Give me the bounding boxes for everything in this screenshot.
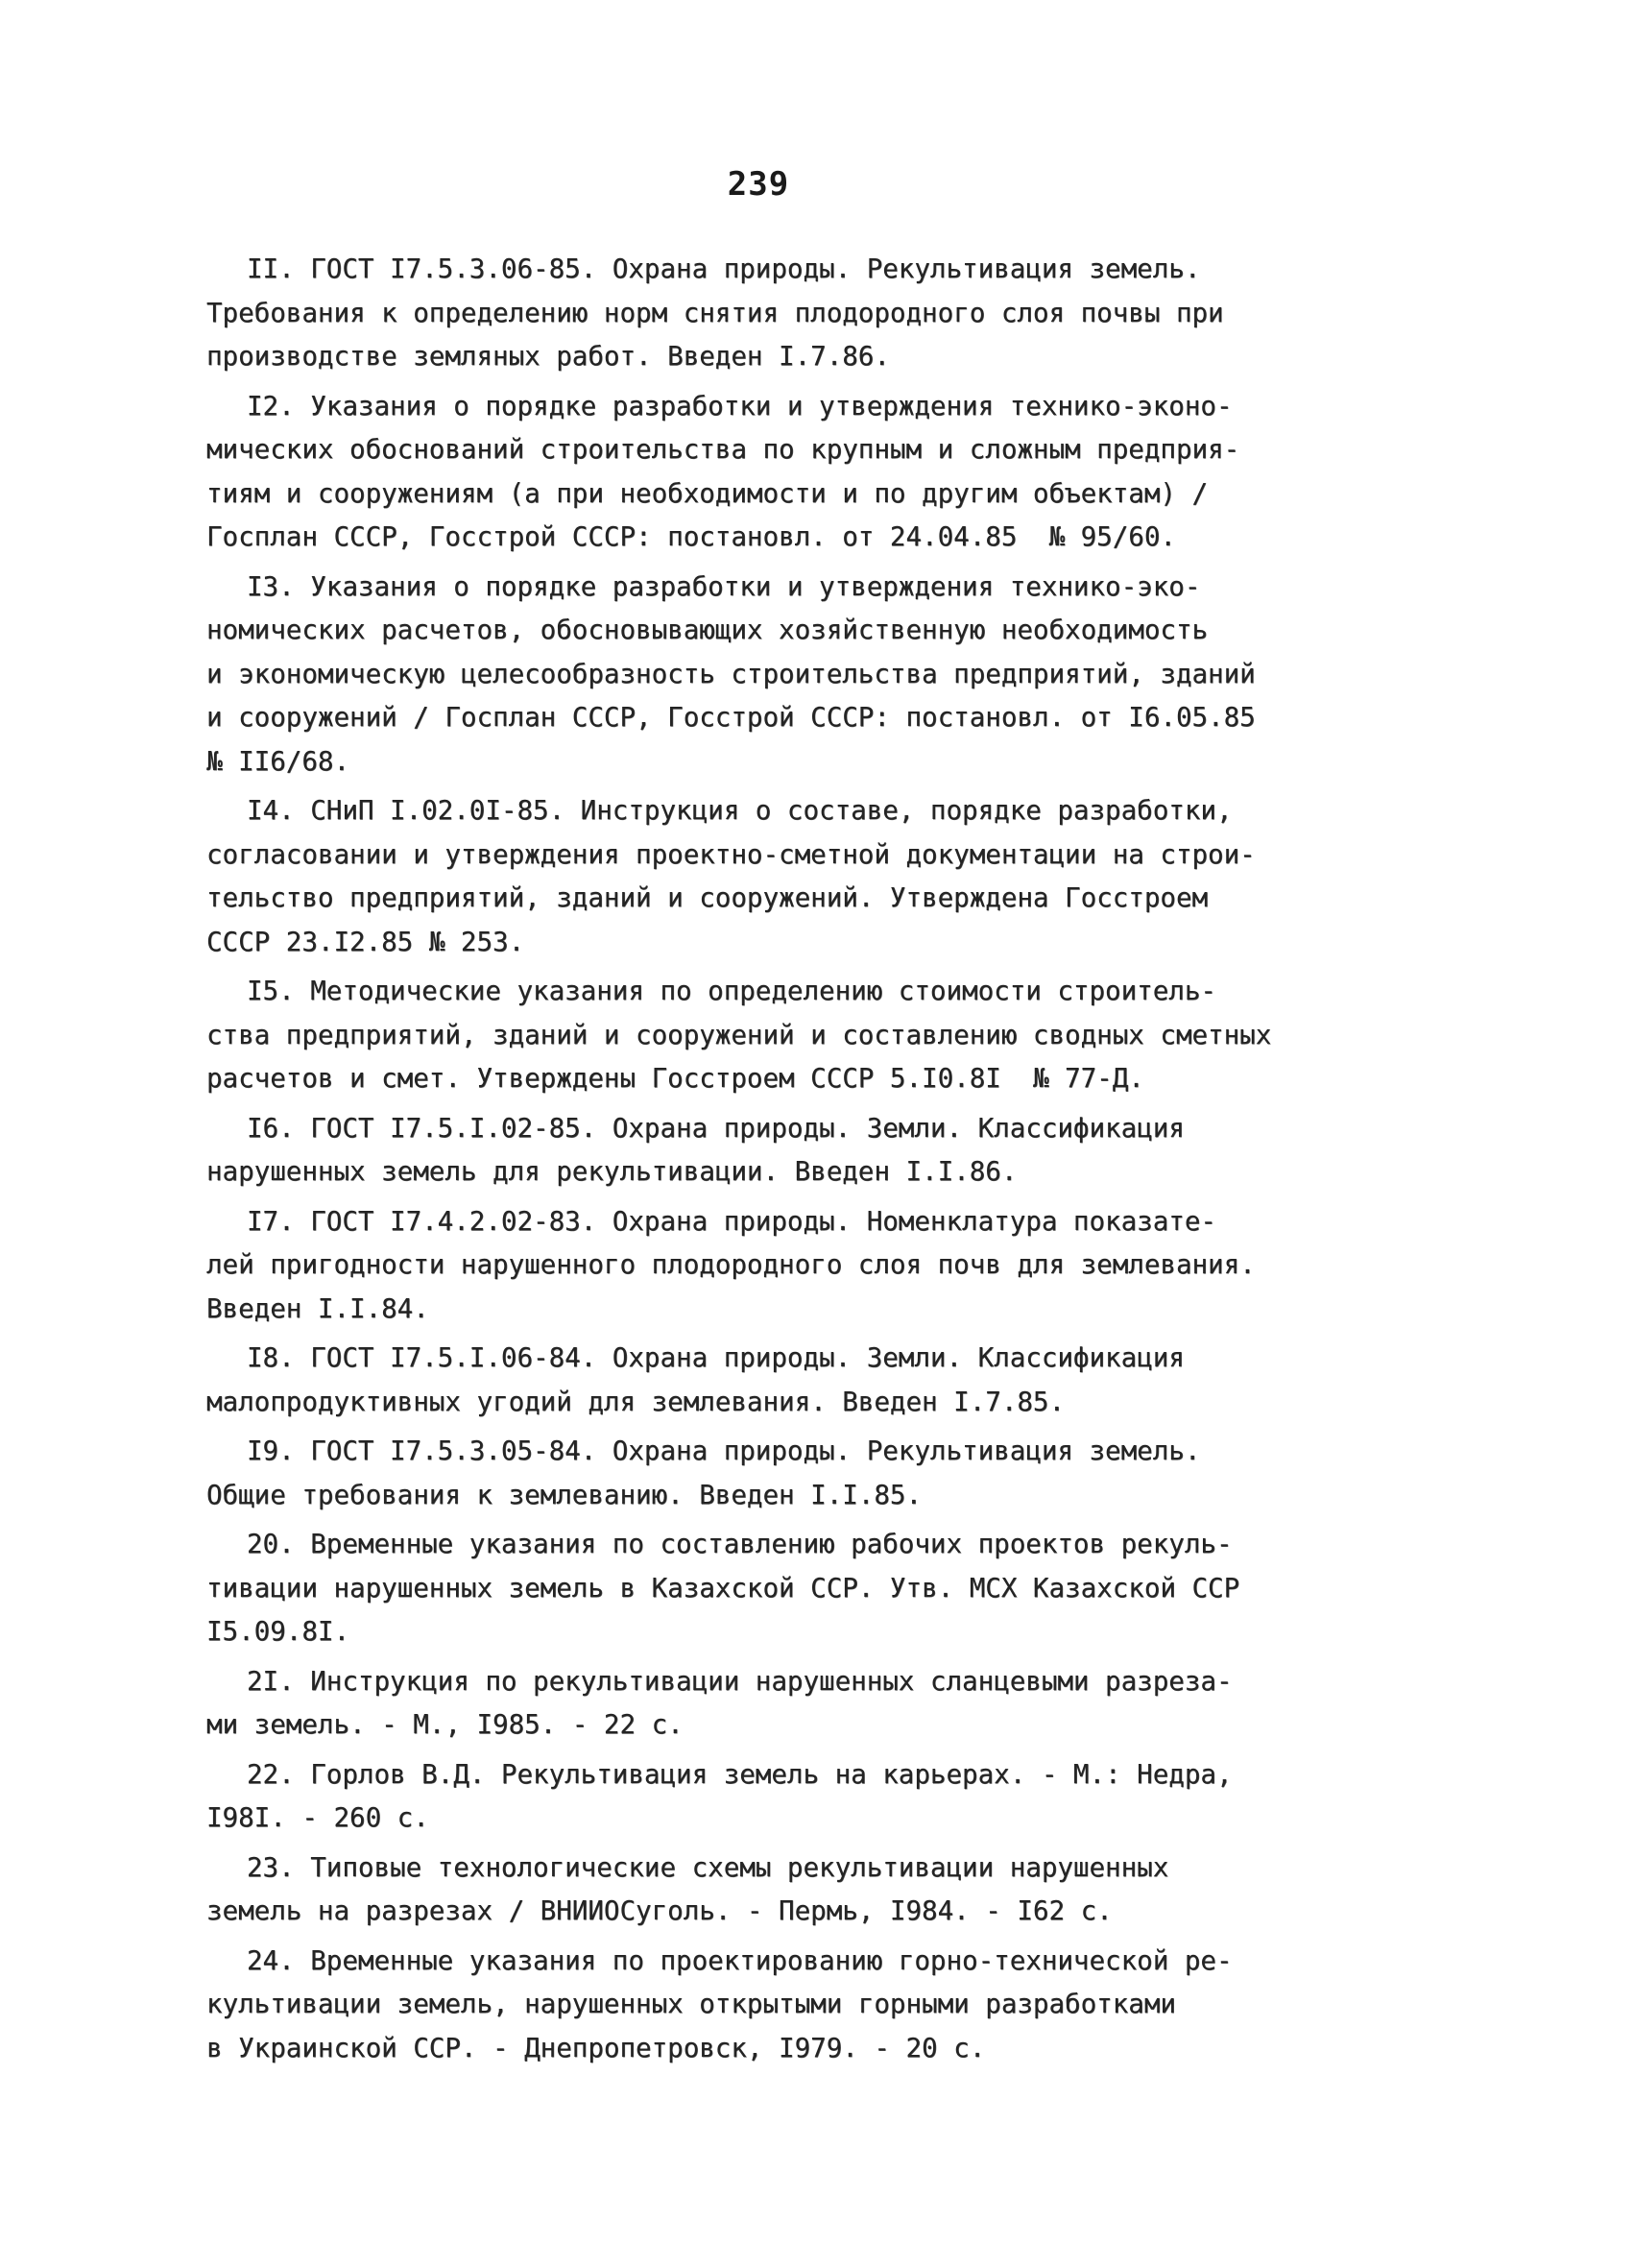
reference-line: и экономическую целесообразность строительства предприятий, зданий	[206, 658, 1256, 689]
reference-line: № II6/68.	[206, 745, 350, 777]
reference-line: I3. Указания о порядке разработки и утверждения технико-эко-	[247, 570, 1201, 602]
reference-entry	[206, 566, 1440, 784]
reference-entry	[206, 970, 1440, 1101]
reference-line: тиям и сооружениям (а при необходимости и по другим объектам) /	[206, 477, 1209, 509]
reference-entry	[206, 789, 1440, 964]
reference-line: I6. ГОСТ I7.5.I.02-85. Охрана природы. Земли. Классификация	[247, 1112, 1185, 1144]
reference-line: I5.09.8I.	[206, 1616, 350, 1647]
reference-line: культивации земель, нарушенных открытыми горными разработками	[206, 1989, 1176, 2019]
reference-line: I98I. - 260 с.	[206, 1802, 429, 1833]
reference-line: земель на разрезах / ВНИИОСуголь. - Пермь, I984. - I62 с.	[206, 1895, 1113, 1926]
reference-line: мических обоснований строительства по крупным и сложным предприя-	[206, 434, 1240, 465]
reference-line: I9. ГОСТ I7.5.3.05-84. Охрана природы. Рекультивация земель.	[247, 1436, 1201, 1466]
reference-line: ми земель. - М., I985. - 22 с.	[206, 1709, 684, 1740]
reference-line: I7. ГОСТ I7.4.2.02-83. Охрана природы. Номенклатура показате-	[247, 1205, 1216, 1237]
reference-line: малопродуктивных угодий для землевания. Введен I.7.85.	[206, 1386, 1066, 1417]
reference-entry	[206, 1940, 1440, 2071]
reference-line: 2I. Инструкция по рекультивации нарушенных сланцевыми разреза-	[247, 1665, 1233, 1697]
reference-line: I5. Методические указания по определению стоимости строитель-	[247, 976, 1216, 1006]
reference-line: номических расчетов, обосновывающих хозяйственную необходимость	[206, 615, 1209, 645]
reference-line: 22. Горлов В.Д. Рекультивация земель на карьерах. - М.: Недра,	[247, 1758, 1233, 1790]
reference-line: лей пригодности нарушенного плодородного слоя почв для землевания.	[206, 1249, 1256, 1280]
reference-entry	[206, 1107, 1440, 1194]
page-number: 239	[727, 165, 790, 204]
reference-list	[206, 248, 1440, 2076]
reference-entry	[206, 248, 1440, 379]
reference-entry	[206, 1523, 1440, 1654]
reference-line: и сооружений / Госплан СССР, Госстрой СССР: постановл. от I6.05.85	[206, 702, 1256, 733]
reference-line: I2. Указания о порядке разработки и утверждения технико-эконо-	[247, 390, 1233, 422]
reference-line: Требования к определению норм снятия плодородного слоя почвы при	[206, 297, 1224, 328]
reference-entry	[206, 1337, 1440, 1424]
reference-line: I8. ГОСТ I7.5.I.06-84. Охрана природы. Земли. Классификация	[247, 1342, 1185, 1373]
reference-line: Введен I.I.84.	[206, 1292, 429, 1324]
reference-line: Госплан СССР, Госстрой СССР: постановл. от 24.04.85 № 95/60.	[206, 521, 1176, 552]
reference-line: тельство предприятий, зданий и сооружений. Утверждена Госстроем	[206, 882, 1209, 913]
reference-line: 24. Временные указания по проектированию горно-технической ре-	[247, 1944, 1233, 1976]
reference-line: 23. Типовые технологические схемы рекультивации нарушенных	[247, 1851, 1169, 1883]
reference-line: СССР 23.I2.85 № 253.	[206, 926, 525, 957]
reference-line: II. ГОСТ I7.5.3.06-85. Охрана природы. Рекультивация земель.	[247, 253, 1201, 284]
reference-line: Общие требования к землеванию. Введен I.I.85.	[206, 1479, 923, 1510]
reference-entry	[206, 1200, 1440, 1332]
reference-entry	[206, 1846, 1440, 1934]
reference-line: I4. СНиП I.02.0I-85. Инструкция о составе, порядке разработки,	[247, 795, 1233, 826]
reference-entry	[206, 1660, 1440, 1748]
reference-line: расчетов и смет. Утверждены Госстроем СССР 5.I0.8I № 77-Д.	[206, 1063, 1144, 1094]
reference-line: производстве земляных работ. Введен I.7.86.	[206, 341, 890, 372]
reference-line: в Украинской ССР. - Днепропетровск, I979. - 20 с.	[206, 2032, 986, 2063]
reference-line: тивации нарушенных земель в Казахской ССР. Утв. МСХ Казахской ССР	[206, 1572, 1240, 1604]
reference-entry	[206, 1753, 1440, 1841]
reference-line: нарушенных земель для рекультивации. Введен I.I.86.	[206, 1156, 1018, 1187]
reference-line: ства предприятий, зданий и сооружений и составлению сводных сметных	[206, 1019, 1272, 1050]
reference-line: 20. Временные указания по составлению рабочих проектов рекуль-	[247, 1529, 1233, 1559]
reference-line: согласовании и утверждения проектно-сметной документации на строи-	[206, 838, 1256, 870]
reference-entry	[206, 1430, 1440, 1517]
reference-entry	[206, 385, 1440, 560]
